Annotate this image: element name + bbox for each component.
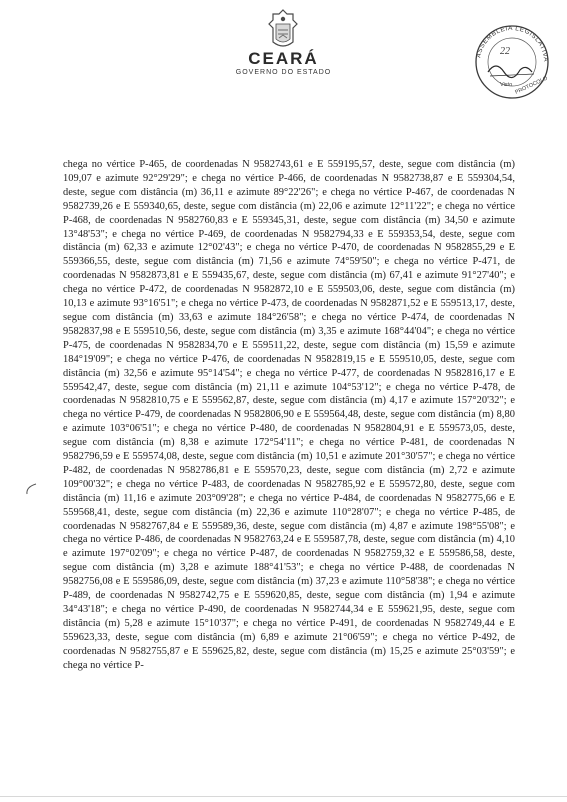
margin-mark-icon xyxy=(24,482,38,496)
page-bottom-edge xyxy=(0,796,567,797)
boundary-description: chega no vértice P-465, de coordenadas N 9582743,61 e E 559195,57, deste, segue com distância (m) 109,07 e azimute 92°29'29"; e chega no vértice P-466, de coordenadas N 9582738,87 e E 559304,54, deste, segue com distância (m) 36,11 e azimute 89°22'26"; e chega no vértice P-467, de coordenadas N 9582739,26 e E 559340,65, deste, segue com distância (m) 22,06 e azimute 12°11'22"; e chega no vértice P-468, de coordenadas N 9582760,83 e E 559345,31, deste, segue com distância (m) 34,50 e azimute 13°48'53"; e chega no vértice P-469, de coordenadas N 9582794,33 e E 559353,54, deste, segue com distância (m) 62,33 e azimute 12°02'43"; e chega no vértice P-470, de coordenadas N 9582855,29 e E 559366,55, deste, segue com distância (m) 71,56 e azimute 74°59'50"; e chega no vértice P-471, de coordenadas N 9582873,81 e E 559435,67, deste, segue com distância (m) 67,41 e azimute 91°27'40"; e chega no vértice P-472, de coordenadas N 9582872,10 e E 559503,06, deste, segue com distância (m) 10,13 e azimute 93°16'51"; e chega no vértice P-473, de coordenadas N 9582871,52 e E 559513,17, deste, segue com distância (m) 33,63 e azimute 184°26'58"; e chega no vértice P-474, de coordenadas N 9582837,98 e E 559510,56, deste, segue com distância (m) 3,35 e azimute 168°44'04"; e chega no vértice P-475, de coordenadas N 9582834,70 e E 559511,22, deste, segue com distância (m) 15,59 e azimute 184°19'09"; e chega no vértice P-476, de coordenadas N 9582819,15 e E 559510,05, deste, segue com distância (m) 32,56 e azimute 95°14'54"; e chega no vértice P-477, de coordenadas N 9582816,17 e E 559542,47, deste, segue com distância (m) 21,11 e azimute 104°53'12"; e chega no vértice P-478, de coordenadas N 9582810,75 e E 559562,87, deste, segue com distância (m) 4,17 e azimute 157°20'32"; e chega no vértice P-479, de coordenadas N 9582806,90 e E 559564,48, deste, segue com distância (m) 8,80 e azimute 103°06'51"; e chega no vértice P-480, de coordenadas N 9582804,91 e E 559573,05, deste, segue com distância (m) 8,38 e azimute 172°54'11"; e chega no vértice P-481, de coordenadas N 9582796,59 e E 559574,08, deste, segue com distância (m) 10,51 e azimute 201°30'57"; e chega no vértice P-482, de coordenadas N 9582786,81 e E 559570,23, deste, segue com distância (m) 2,72 e azimute 109°00'32"; e chega no vértice P-483, de coordenadas N 9582785,92 e E 559572,80, deste, segue com distância (m) 11,16 e azimute 203°09'28"; e chega no vértice P-484, de coordenadas N 9582775,66 e E 559568,41, deste, segue com distância (m) 22,36 e azimute 110°28'07"; e chega no vértice P-485, de coordenadas N 9582767,84 e E 559589,36, deste, segue com distância (m) 4,87 e azimute 198°55'08"; e chega no vértice P-486, de coordenadas N 9582763,24 e E 559587,78, deste, segue com distância (m) 4,10 e azimute 197°02'09"; e chega no vértice P-487, de coordenadas N 9582759,32 e E 559586,58, deste, segue com distância (m) 3,28 e azimute 188°41'53"; e chega no vértice P-488, de coordenadas N 9582756,08 e E 559586,09, deste, segue com distância (m) 37,23 e azimute 110°58'38"; e chega no vértice P-489, de coordenadas N 9582742,75 e E 559620,85, deste, segue com distância (m) 1,94 e azimute 34°43'18"; e chega no vértice P-490, de coordenadas N 9582744,34 e E 559621,95, deste, segue com distância (m) 5,28 e azimute 15°10'37"; e chega no vértice P-491, de coordenadas N 9582749,44 e E 559623,33, deste, segue com distância (m) 6,89 e azimute 21°06'59"; e chega no vértice P-492, de coordenadas N 9582755,87 e E 559625,82, deste, segue com distância (m) 15,25 e azimute 25°03'59"; e chega no vértice P- xyxy=(63,159,515,671)
state-name: CEARÁ xyxy=(248,49,319,68)
svg-text:22: 22 xyxy=(500,46,510,57)
protocol-stamp xyxy=(460,20,556,106)
svg-text:Visto: Visto xyxy=(500,82,513,88)
state-crest-icon xyxy=(266,8,300,52)
svg-text:PROTOCOLO: PROTOCOLO xyxy=(514,75,549,96)
government-label: GOVERNO DO ESTADO xyxy=(235,69,332,76)
svg-text:ASSEMBLEIA LEGISLATIVA: ASSEMBLEIA LEGISLATIVA xyxy=(475,24,550,63)
